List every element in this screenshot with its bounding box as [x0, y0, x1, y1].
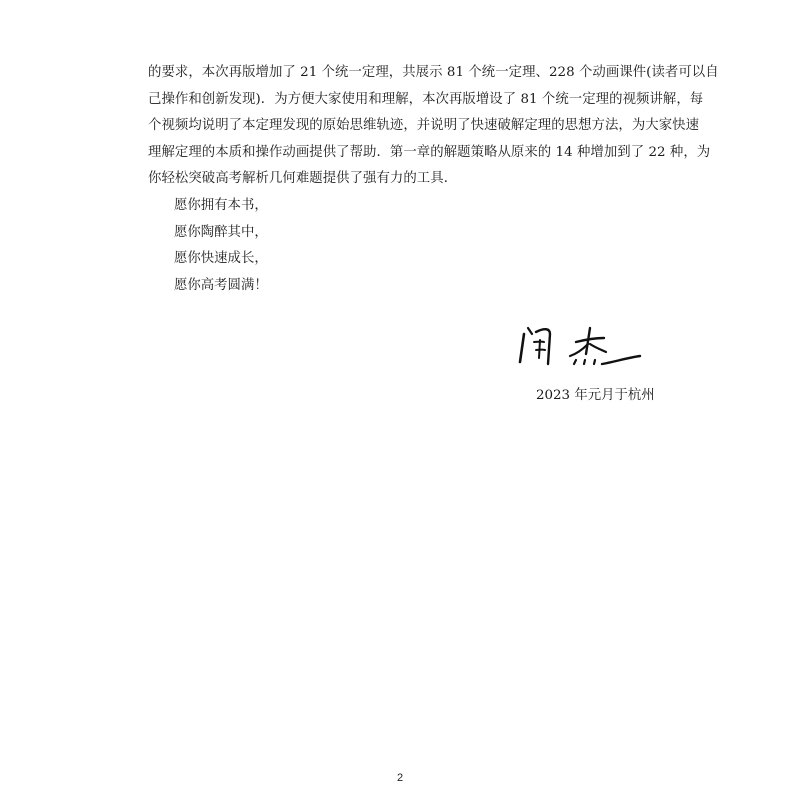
paragraph-line: 你轻松突破高考解析几何难题提供了强有力的工具．: [148, 171, 458, 186]
wish-line: 愿你拥有本书，: [174, 198, 268, 213]
wishes-list: [174, 193, 474, 299]
body-paragraph: [148, 60, 719, 193]
page-number: 2: [396, 772, 404, 784]
paragraph-line: 的要求，本次再版增加了 21 个统一定理，共展示 81 个统一定理、228 个动画课件(读者可以自: [148, 65, 719, 80]
wish-line: 愿你快速成长，: [174, 251, 268, 266]
author-signature: [510, 320, 660, 380]
wish-line: 愿你高考圆满！: [174, 277, 268, 293]
paragraph-line: 理解定理的本质和操作动画提供了帮助．第一章的解题策略从原来的 14 种增加到了 22 种，为: [148, 144, 711, 160]
date-place-line: 2023 年元月于杭州: [536, 388, 655, 403]
wish-line: 愿你陶醉其中，: [174, 224, 268, 240]
paragraph-line: 己操作和创新发现)．为方便大家使用和理解，本次再版增设了 81 个统一定理的视频讲解，每: [148, 91, 704, 107]
handwritten-signature-icon: [510, 320, 660, 380]
paragraph-line: 个视频均说明了本定理发现的原始思维轨迹，并说明了快速破解定理的思想方法，为大家快速: [148, 118, 700, 133]
